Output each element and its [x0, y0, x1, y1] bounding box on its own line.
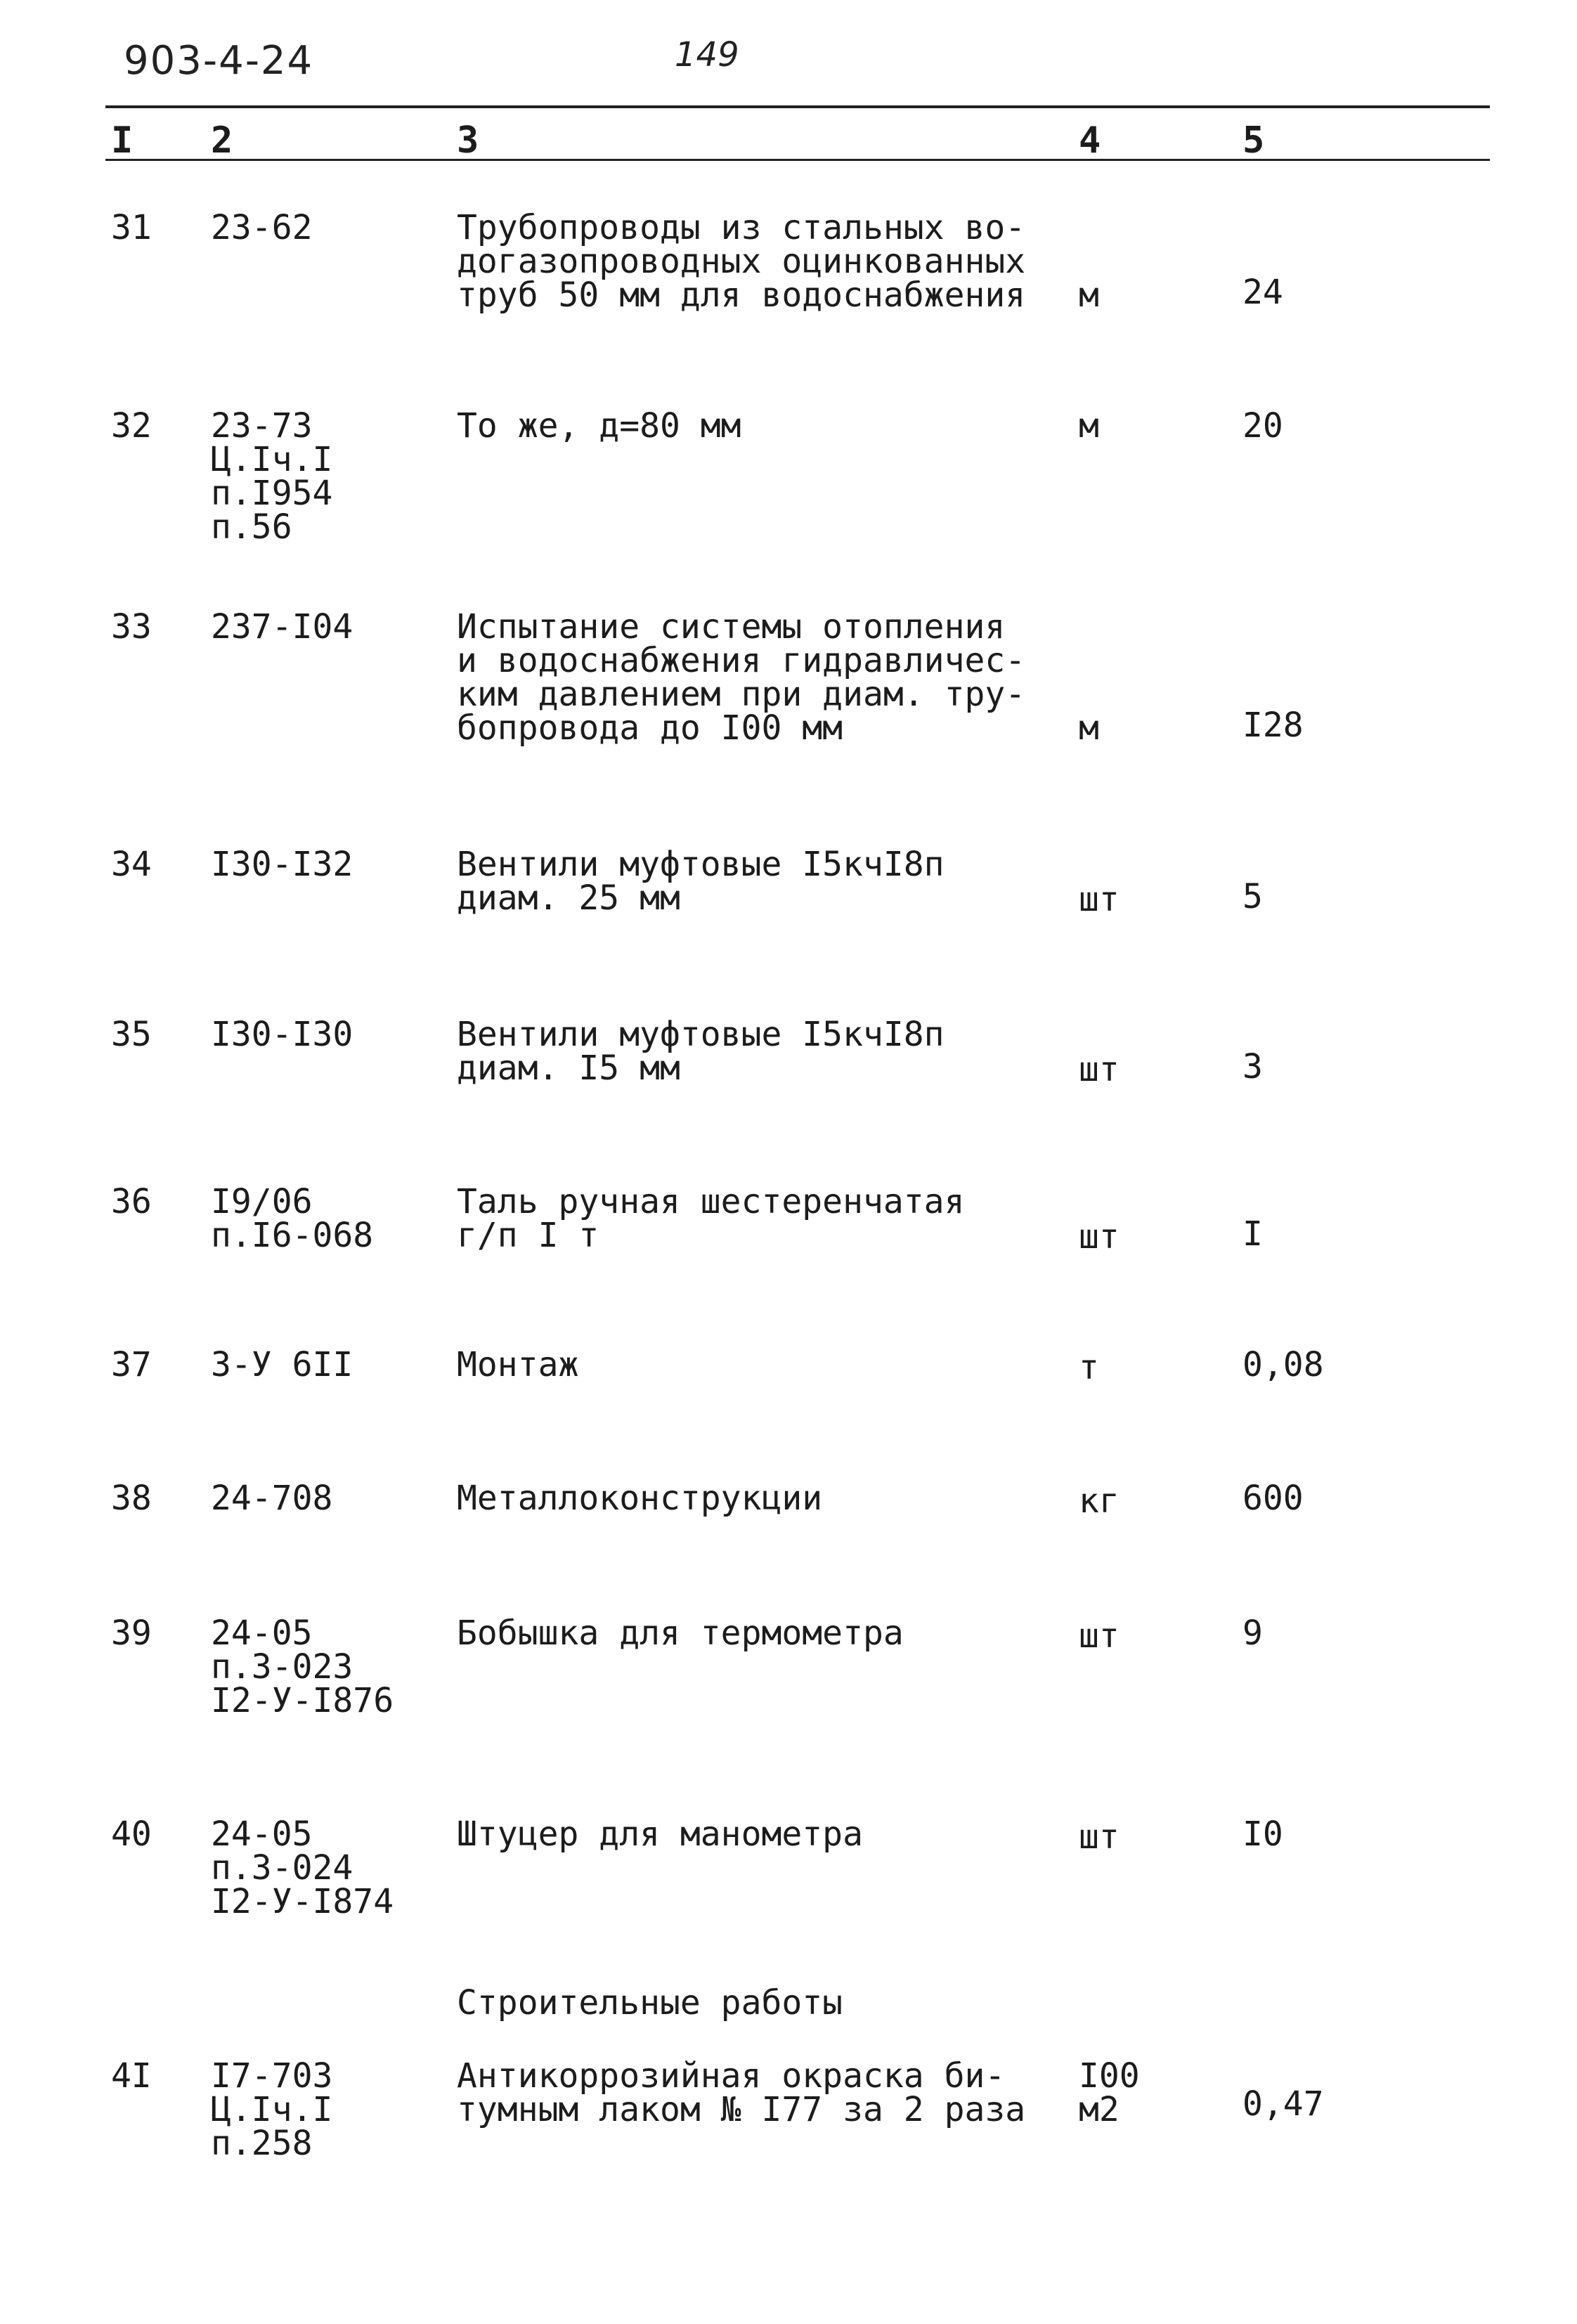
description: Бобышка для термометра — [457, 1614, 904, 1653]
description: Штуцер для манометра — [457, 1815, 863, 1854]
row-number: 36 — [111, 1182, 152, 1221]
page-number: 149 — [675, 35, 739, 74]
quantity: 24 — [1242, 273, 1283, 312]
description: Металлоконструкции — [457, 1479, 823, 1518]
description: Вентили муфтовые I5кчI8п диам. 25 мм — [457, 845, 945, 918]
column-header-5: 5 — [1242, 119, 1265, 162]
quantity: 0,08 — [1242, 1345, 1324, 1384]
row-number: 4I — [111, 2056, 152, 2096]
unit: м — [1079, 406, 1099, 446]
rate-code: I7-703 Ц.Iч.I п.258 — [211, 2056, 333, 2163]
column-header-rule — [105, 159, 1490, 161]
row-number: 33 — [111, 607, 152, 647]
column-header-2: 2 — [211, 119, 233, 162]
top-rule — [105, 105, 1490, 108]
rate-code: I30-I30 — [211, 1015, 353, 1054]
section-heading: Строительные работы — [457, 1983, 843, 2023]
description: Антикоррозийная окраска би- тумным лаком № I77 за 2 раза — [457, 2056, 1026, 2129]
row-number: 32 — [111, 406, 152, 446]
unit: т — [1079, 1348, 1099, 1387]
unit: м — [1079, 275, 1099, 315]
description: Монтаж — [457, 1345, 579, 1384]
rate-code: 24-05 п.3-023 I2-У-I876 — [211, 1614, 394, 1720]
unit: м — [1079, 708, 1099, 748]
quantity: 600 — [1242, 1479, 1304, 1518]
unit: шт — [1079, 1050, 1120, 1089]
rate-code: 23-62 — [211, 208, 313, 247]
quantity: I — [1242, 1214, 1263, 1254]
row-number: 31 — [111, 208, 152, 247]
rate-code: 24-708 — [211, 1479, 333, 1518]
rate-code: 23-73 Ц.Iч.I п.I954 п.56 — [211, 406, 333, 547]
quantity: 3 — [1242, 1047, 1263, 1086]
row-number: 40 — [111, 1815, 152, 1854]
unit: кг — [1079, 1481, 1120, 1521]
description: Трубопроводы из стальных во- догазопроводных оцинкованных труб 50 мм для водоснабжения — [457, 208, 1026, 315]
column-header-1: I — [111, 119, 134, 162]
quantity: I28 — [1242, 706, 1304, 745]
row-number: 37 — [111, 1345, 152, 1384]
doc-code: 903-4-24 — [124, 38, 314, 84]
unit: шт — [1079, 1616, 1120, 1656]
rate-code: 24-05 п.3-024 I2-У-I874 — [211, 1815, 394, 1921]
unit: шт — [1079, 1217, 1120, 1257]
rate-code: I9/06 п.I6-068 — [211, 1182, 374, 1255]
quantity: 0,47 — [1242, 2084, 1324, 2124]
rate-code: I30-I32 — [211, 845, 353, 884]
unit: шт — [1079, 880, 1120, 919]
description: Таль ручная шестеренчатая г/п I т — [457, 1182, 965, 1255]
description: Вентили муфтовые I5кчI8п диам. I5 мм — [457, 1015, 945, 1088]
rate-code: 237-I04 — [211, 607, 353, 647]
quantity: 20 — [1242, 406, 1283, 446]
quantity: I0 — [1242, 1815, 1283, 1854]
column-header-4: 4 — [1079, 119, 1101, 162]
quantity: 5 — [1242, 877, 1263, 916]
unit: I00 м2 — [1079, 2056, 1140, 2129]
row-number: 34 — [111, 845, 152, 884]
rate-code: 3-У 6II — [211, 1345, 353, 1384]
row-number: 35 — [111, 1015, 152, 1054]
quantity: 9 — [1242, 1614, 1263, 1653]
column-header-3: 3 — [457, 119, 479, 162]
description: То же, д=80 мм — [457, 406, 741, 446]
row-number: 39 — [111, 1614, 152, 1653]
unit: шт — [1079, 1817, 1120, 1857]
description: Испытание системы отопления и водоснабжения гидравличес- ким давлением при диам. тру- бопровода до I00 мм — [457, 607, 1026, 748]
row-number: 38 — [111, 1479, 152, 1518]
